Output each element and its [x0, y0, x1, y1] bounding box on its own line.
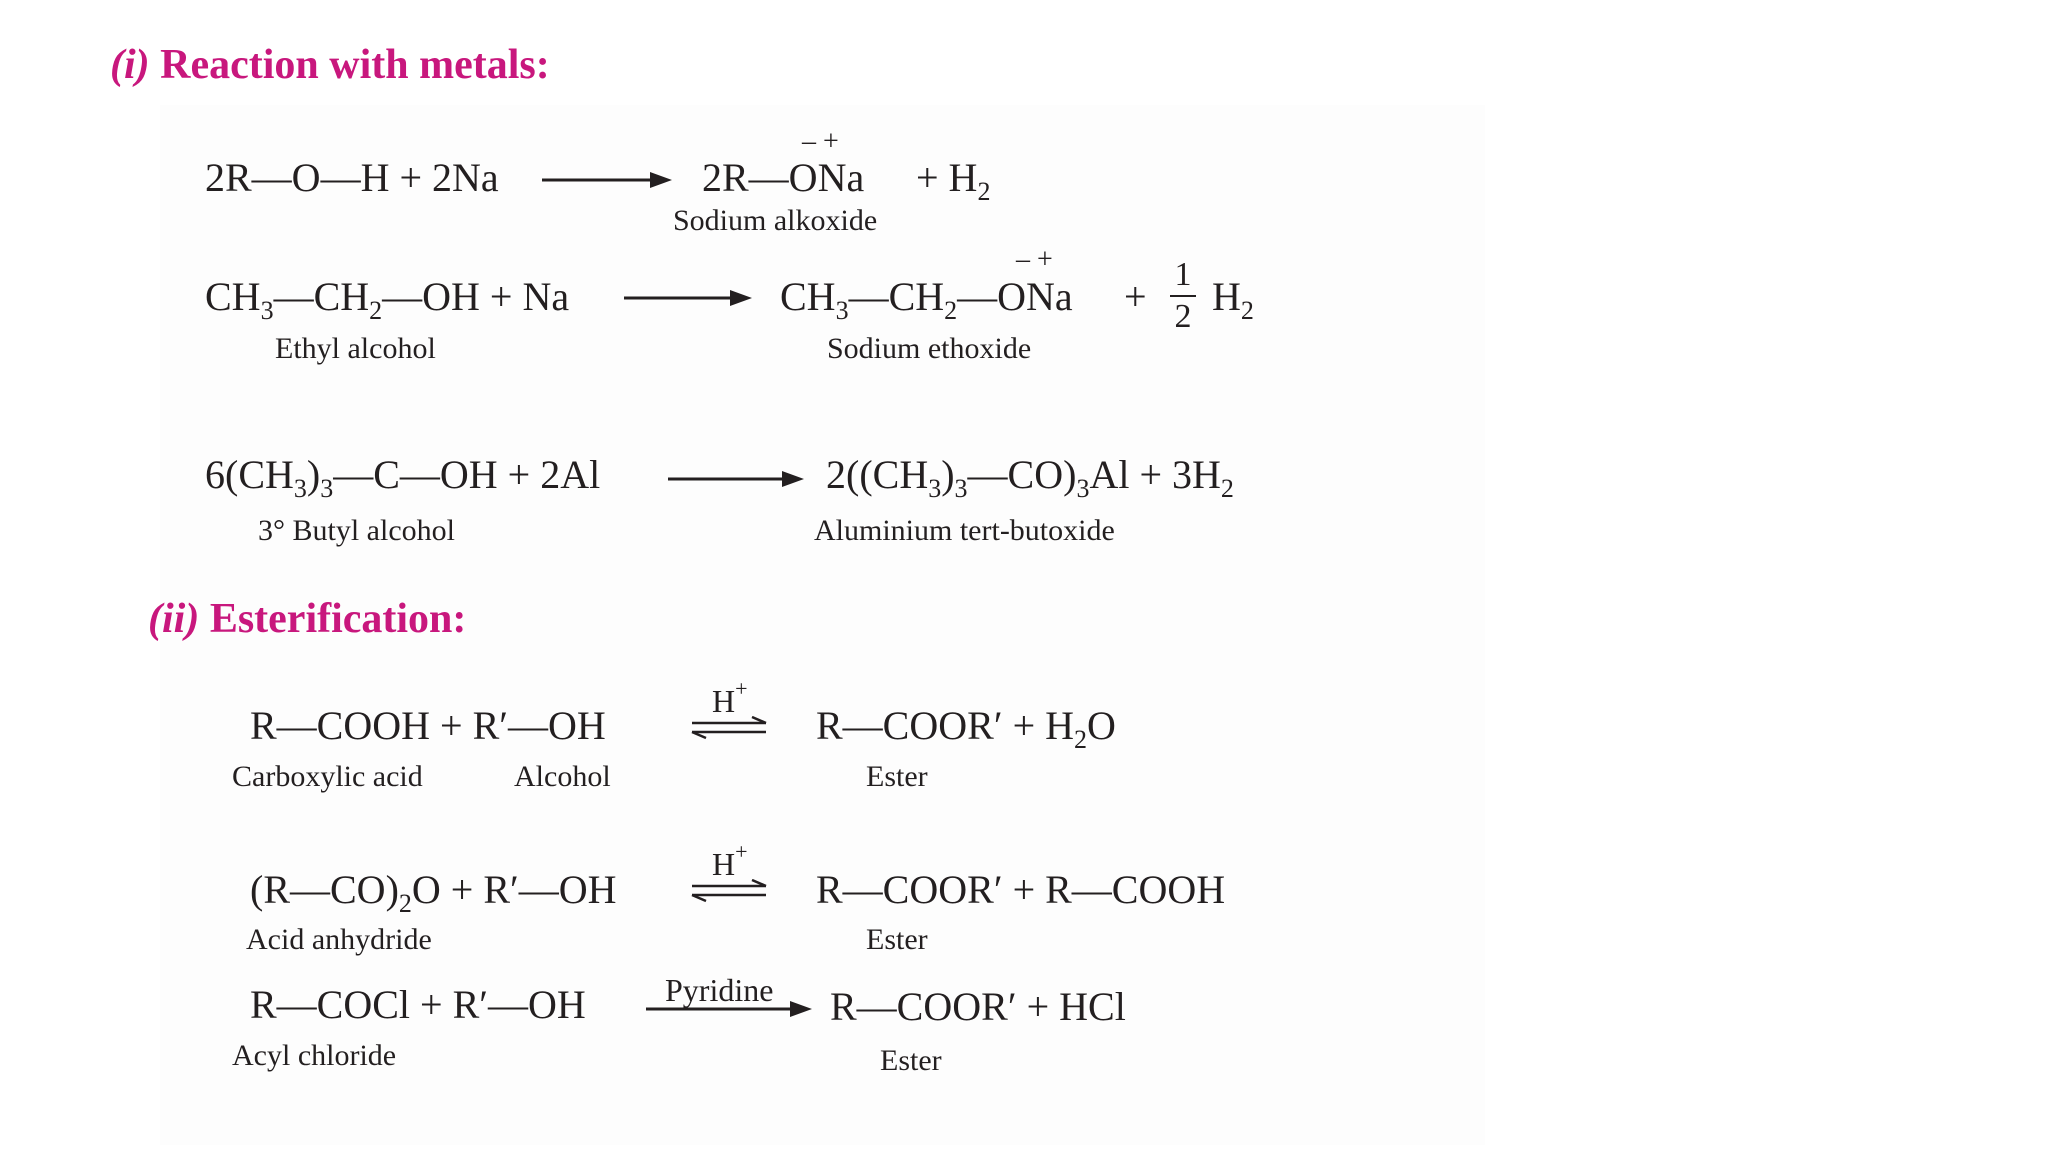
equation-ethoxide-product: $CH_3—CH_2—ONa$ — [780, 274, 1073, 325]
equation-acyl-chloride-products: R—COOR′ + HCl — [830, 984, 1126, 1029]
label-ester: Ester — [880, 1044, 942, 1077]
label-ester: Ester — [866, 923, 928, 956]
catalyst-acid-1: H+ — [712, 676, 748, 719]
label-sodium-ethoxide: Sodium ethoxide — [827, 332, 1032, 365]
section-number: (ii) — [148, 596, 200, 642]
label-carboxylic-acid: Carboxylic acid — [232, 760, 423, 793]
section-heading-reaction-with-metals — [110, 44, 550, 86]
section-title: Reaction with metals: — [160, 42, 550, 88]
label-ethyl-alcohol: Ethyl alcohol — [275, 332, 436, 365]
section-heading-esterification — [148, 598, 466, 640]
equation-butoxide-reactants: $6(CH_3)_3—C—OH + 2Al$ — [205, 452, 601, 503]
label-acyl-chloride: Acyl chloride — [232, 1039, 397, 1072]
label-butyl-alcohol: 3° Butyl alcohol — [258, 514, 455, 547]
label-alcohol: Alcohol — [514, 760, 611, 793]
equation-anhydride-reactants: $(R—CO)_2O$ + R′—OH — [250, 867, 617, 918]
equation-esterification-products: R—COOR′ + $H_2O$ — [816, 703, 1116, 754]
catalyst-pyridine: Pyridine — [665, 972, 774, 1008]
section-number: (i) — [110, 42, 150, 88]
equation-esterification-reactants: R—COOH + R′—OH — [250, 703, 606, 748]
section-title: Esterification: — [209, 596, 467, 642]
equilibrium-arrow-2 — [690, 879, 768, 903]
label-acid-anhydride: Acid anhydride — [246, 923, 432, 956]
equation-alkoxide-hydrogen: + $H_2$ — [916, 155, 991, 206]
equation-alkoxide-product: 2R—ONa — [702, 155, 865, 200]
catalyst-acid-2: H+ — [712, 839, 748, 882]
label-sodium-alkoxide: Sodium alkoxide — [673, 204, 878, 237]
fraction-numerator: 1 — [1174, 256, 1192, 293]
equation-ethoxide-hydrogen: $H_2$ — [1212, 274, 1254, 325]
reaction-arrow-3 — [668, 469, 804, 489]
ethoxide-charges: – + — [1016, 244, 1053, 275]
reaction-arrow-1 — [542, 170, 672, 190]
label-aluminium-tert-butoxide: Aluminium tert-butoxide — [814, 514, 1115, 547]
equation-acyl-chloride-reactants: R—COCl + R′—OH — [250, 982, 586, 1027]
reaction-arrow-2 — [624, 288, 752, 308]
alkoxide-charges: – + — [802, 126, 839, 157]
half-fraction — [1170, 258, 1196, 334]
equation-ethoxide-plus: + — [1124, 274, 1147, 319]
equation-alkoxide-reactants: 2R—O—H + 2Na — [205, 155, 499, 200]
fraction-bar — [1170, 295, 1196, 297]
equation-anhydride-products: R—COOR′ + R—COOH — [816, 867, 1226, 912]
label-ester: Ester — [866, 760, 928, 793]
equation-butoxide-product: $2((CH_3)_3—CO)_3Al + 3H_2$ — [826, 452, 1234, 503]
reaction-arrow-4 — [646, 999, 812, 1019]
fraction-denominator: 2 — [1174, 298, 1192, 335]
equation-ethoxide-reactants: $CH_3—CH_2—OH + Na$ — [205, 274, 570, 325]
equilibrium-arrow-1 — [690, 716, 768, 740]
